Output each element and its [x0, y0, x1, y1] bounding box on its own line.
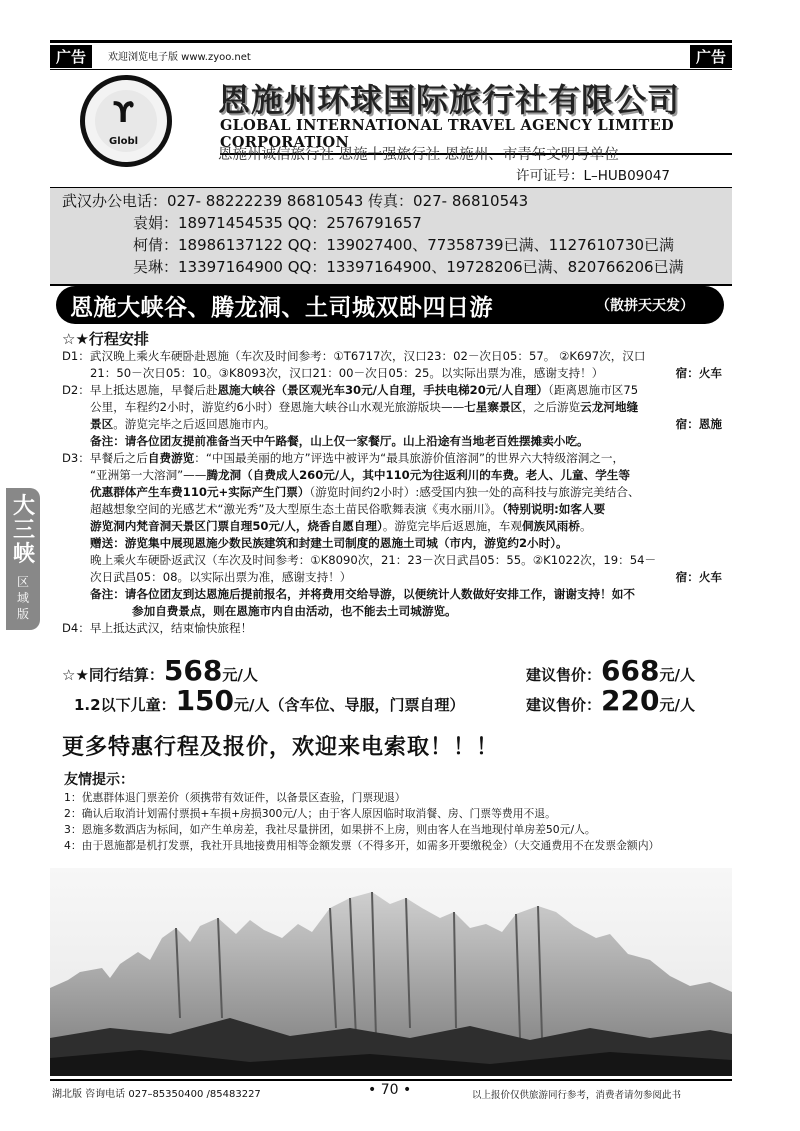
side-tab: [6, 488, 40, 630]
child-price: 1.2以下儿童：150元/人（含车位、导服，门票自理）: [74, 684, 465, 717]
suggested-price: 建议售价：668元/人: [526, 654, 695, 687]
footer-contact: 湖北版 咨询电话 027–85350400 /85483227: [52, 1089, 261, 1100]
contact-yuanjuan: 袁娟：18971454535 QQ：2576791657: [133, 214, 422, 232]
peer-price-value: 568: [163, 654, 223, 687]
day3-line3: 优惠群体产生车费110元+实际产生门票）（游览时间约2小时）:感受国内独一处的高科技与旅游完美结合、: [90, 485, 640, 499]
tips-title: 友情提示：: [64, 772, 134, 788]
footer-disclaimer: 以上报价仅供旅游同行参考，消费者请勿参阅此书: [472, 1090, 682, 1101]
company-name: 恩施州环球国际旅行社有限公司: [218, 81, 681, 119]
top-url[interactable]: 欢迎浏览电子版 www.zyoo.net: [108, 52, 251, 63]
day3-line5: 游览洞内梵音洞天景区门票自理50元/人，烧香自愿自理）。游览完毕后返恩施，车观侗族风雨桥。: [90, 519, 592, 533]
day3-train-line2: 次日武昌05：08。以实际出票为准，感谢支持！） 宿：火车: [90, 570, 722, 584]
day2-stay: 宿：恩施: [675, 417, 722, 431]
day3-train-line1: 晚上乘火车硬卧返武汉（车次及时间参考：①K8090次，21：23－次日武昌05：55。②K1022次，19：54－: [90, 553, 657, 567]
side-tab-sub: 区域版: [16, 575, 29, 621]
day3-line4: 超越想象空间的光感艺术“激光秀”及大型原生态土苗民俗歌舞表演《夷水丽川》。（特别说明:如客人要: [90, 502, 606, 516]
runner-icon: ϒ: [113, 96, 134, 129]
top-bar: [50, 40, 732, 70]
company-header: [50, 67, 732, 189]
child-suggested-price-value: 220: [601, 684, 660, 717]
day4-line: D4：早上抵达武汉，结束愉快旅程！: [62, 621, 253, 635]
ad-page: [50, 40, 732, 1080]
footer-divider: [50, 1079, 732, 1081]
contact-keqian: 柯倩：18986137122 QQ：139027400、77358739已满、1127610730已满: [133, 236, 675, 254]
company-english-name: GLOBAL INTERNATIONAL TRAVEL AGENCY LIMITED CORPORATION: [220, 117, 732, 155]
day3-stay: 宿：火车: [675, 570, 722, 584]
day2-line3: 景区。游览完毕之后返回恩施市内。 宿：恩施: [90, 417, 722, 431]
tips: [64, 770, 724, 854]
company-logo: [80, 75, 172, 167]
day3-gift: 赠送：游览集中展现恩施少数民族建筑和封建土司制度的恩施土司城（市内，游览约2小时）。: [90, 536, 568, 550]
contact-wulin: 吴琳：13397164900 QQ：13397164900、19728206已满、820766206已满: [133, 258, 684, 276]
child-price-value: 150: [175, 684, 235, 717]
tip-item: 2：确认后取消计划需付票损+车损+房损300元/人；由于客人原因临时取消餐、房、门票等费用不退。: [64, 807, 556, 820]
child-suggested-price: 建议售价：220元/人: [526, 684, 695, 717]
day3-line2: “亚洲第一大溶洞”——腾龙洞（自费成人260元/人，其中110元为往返利川的车费。老人、儿童、学生等: [90, 468, 630, 482]
day2-note: 备注：请各位团友提前准备当天中午路餐，山上仅一家餐厅。山上沿途有当地老百姓摆摊卖小吃。: [90, 434, 589, 448]
itinerary: [62, 348, 722, 637]
suggested-price-value: 668: [601, 654, 660, 687]
contact-box: [50, 188, 732, 286]
logo-text: Globl: [109, 136, 139, 147]
day2-line1: D2：早上抵达恩施，早餐后赴恩施大峡谷（景区观光车30元/人自理，手扶电梯20元/人自理）（距离恩施市区75: [62, 383, 639, 397]
canyon-illustration: [50, 868, 732, 1076]
day3-line1: D3：早餐后之后自费游览：“中国最美丽的地方”评选中被评为“最具旅游价值溶洞”的世界六大特级溶洞之一，: [62, 451, 625, 465]
tour-badge: （散拼天天发）: [596, 298, 694, 314]
tour-banner: [56, 286, 724, 324]
day3-note-line2: 参加自费景点，则在恩施市内自由活动，也不能去土司城游览。: [132, 604, 457, 618]
day1-stay: 宿：火车: [675, 366, 722, 380]
more-deals: 更多特惠行程及报价，欢迎来电索取！！！: [62, 735, 500, 760]
license-number: 许可证号：L–HUB09047: [516, 168, 671, 184]
tip-item: 1：优惠群体退门票差价（须携带有效证件，以备景区查验，门票现退）: [64, 791, 406, 804]
day1-line1: D1：武汉晚上乘火车硬卧赴恩施（车次及时间参考：①T6717次，汉口23：02－次日05：57。 ②K697次，汉口: [62, 349, 646, 363]
ad-tag-left: 广告: [50, 45, 92, 68]
canyon-photo: [50, 868, 732, 1076]
page-number: • 70 •: [368, 1082, 412, 1098]
tip-item: 4：由于恩施都是机打发票，我社开具地接费用相等金额发票（不得多开，如需多开要缴税金）（大交通费用不在发票金额内）: [64, 839, 660, 852]
peer-price: ☆★同行结算：568元/人: [62, 654, 258, 687]
tip-item: 3：恩施多数酒店为标间，如产生单房差，我社尽量拼团，如果拼不上房，则由客人在当地现付单房差50元/人。: [64, 823, 596, 836]
ad-tag-right: 广告: [690, 45, 732, 68]
company-honors: 恩施州诚信旅行社 恩施十强旅行社 恩施州、市青年文明号单位: [218, 147, 619, 163]
day2-line2: 公里，车程约2小时，游览约6小时）登恩施大峡谷山水观光旅游版块——七星寨景区，之后游览云龙河地缝: [90, 400, 639, 414]
office-phone: 武汉办公电话：027- 88222239 86810543 传真：027- 86810543: [62, 192, 529, 210]
tour-title: 恩施大峡谷、腾龙洞、土司城双卧四日游: [70, 294, 493, 321]
day3-note-line1: 备注：请各位团友到达恩施后提前报名，并将费用交给导游，以便统计人数做好安排工作，谢谢支持！如不: [90, 587, 635, 601]
day1-line2: 21：50－次日05：10。③K8093次，汉口21：00－次日05：25。以实际出票为准，感谢支持！） 宿：火车: [90, 366, 722, 380]
itinerary-title: ☆★行程安排: [62, 330, 149, 348]
side-tab-title: 大三峡: [12, 493, 35, 567]
